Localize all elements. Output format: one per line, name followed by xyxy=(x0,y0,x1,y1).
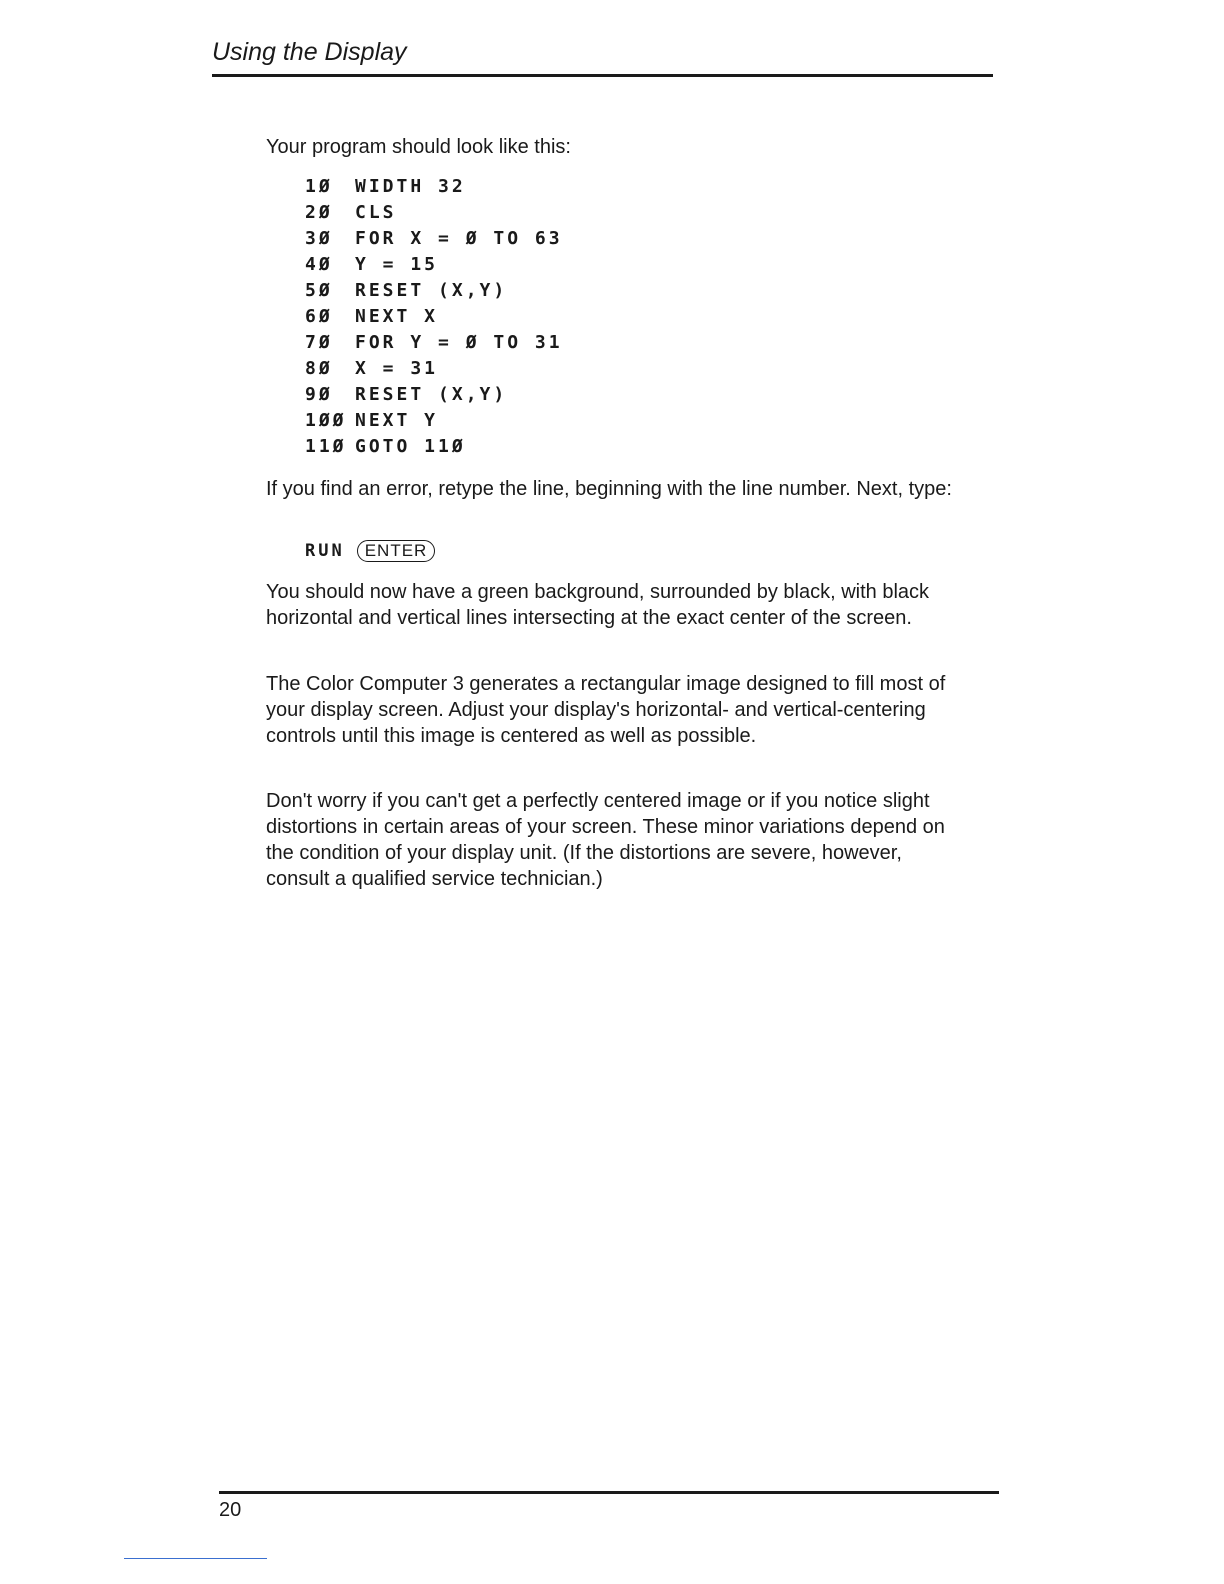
line-number: 5Ø xyxy=(305,280,333,301)
line-number: 1Ø xyxy=(305,176,333,197)
line-number: 7Ø xyxy=(305,332,333,353)
line-number: 4Ø xyxy=(305,254,333,275)
line-number: 8Ø xyxy=(305,358,333,379)
program-listing xyxy=(305,174,563,460)
code-line xyxy=(305,356,563,382)
line-statement: WIDTH 32 xyxy=(355,176,466,197)
line-statement: NEXT X xyxy=(355,306,439,327)
run-command xyxy=(305,540,435,562)
line-statement: X = 31 xyxy=(355,358,439,379)
line-statement: NEXT Y xyxy=(355,410,439,431)
distortion-paragraph: Don't worry if you can't get a perfectly centered image or if you notice slight distortions in certain areas of your screen. These minor variations depend on the condition of your display unit. (If the distortions are severe, however, consult a qualified service technician.) xyxy=(266,790,945,890)
run-command-text: RUN xyxy=(305,541,345,561)
code-line xyxy=(305,200,563,226)
line-number: 3Ø xyxy=(305,228,333,249)
adjust-paragraph: The Color Computer 3 generates a rectangular image designed to fill most of your display screen. Adjust your display's horizontal- and vertical-centering controls until this image is centered as well as possible. xyxy=(266,673,946,747)
code-line xyxy=(305,382,563,408)
line-statement: RESET (X,Y) xyxy=(355,384,508,405)
line-number: 6Ø xyxy=(305,306,333,327)
running-head: Using the Display xyxy=(212,38,407,66)
line-number: 1ØØ xyxy=(305,410,347,431)
code-line xyxy=(305,252,563,278)
line-statement: FOR Y = Ø TO 31 xyxy=(355,332,563,353)
page-number: 20 xyxy=(219,1499,242,1521)
line-number: 11Ø xyxy=(305,436,347,457)
scan-artifact-line xyxy=(124,1558,267,1559)
error-paragraph: If you find an error, retype the line, beginning with the line number. Next, type: xyxy=(266,478,952,500)
code-line xyxy=(305,304,563,330)
line-statement: RESET (X,Y) xyxy=(355,280,508,301)
code-line xyxy=(305,408,563,434)
line-number: 9Ø xyxy=(305,384,333,405)
code-line xyxy=(305,226,563,252)
code-line xyxy=(305,434,563,460)
header-rule xyxy=(212,74,993,77)
line-statement: GOTO 11Ø xyxy=(355,436,466,457)
enter-key-icon: ENTER xyxy=(357,540,436,562)
line-statement: Y = 15 xyxy=(355,254,439,275)
intro-paragraph: Your program should look like this: xyxy=(266,136,571,158)
line-number: 2Ø xyxy=(305,202,333,223)
code-line xyxy=(305,278,563,304)
line-statement: CLS xyxy=(355,202,397,223)
result-paragraph: You should now have a green background, surrounded by black, with black horizontal and vertical lines intersecting at the exact center of the screen. xyxy=(266,581,930,629)
code-line xyxy=(305,174,563,200)
code-line xyxy=(305,330,563,356)
line-statement: FOR X = Ø TO 63 xyxy=(355,228,563,249)
footer-rule xyxy=(219,1491,999,1494)
